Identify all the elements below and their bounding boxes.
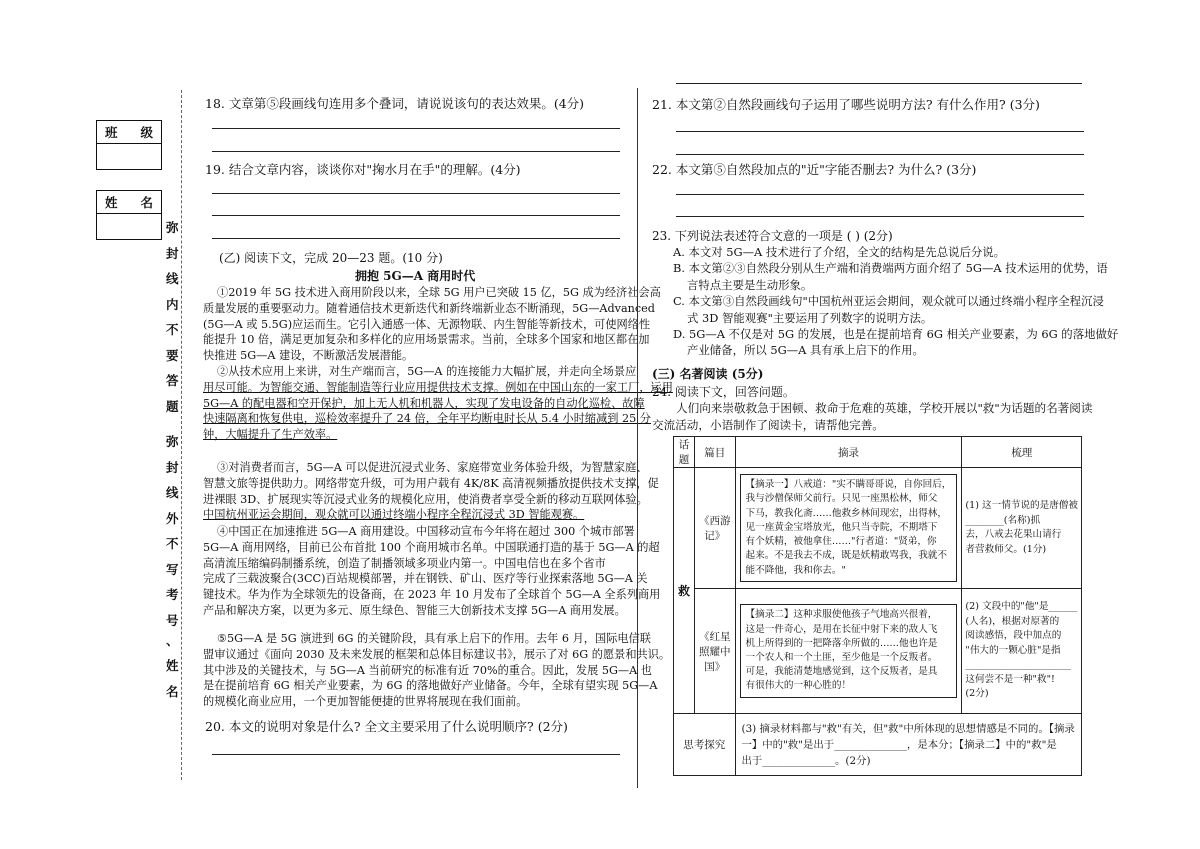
seal-outer-char-5: 不	[166, 536, 179, 551]
excerpt2-line-1: 【摘录二】这种求服使他孩子气地高兴很着，	[745, 609, 938, 621]
note2-line-2: (人名)，根据对原著的	[965, 615, 1060, 627]
topic-cell: 救	[674, 468, 695, 714]
note2-line-1: (2) 文段中的"他"是______	[965, 601, 1078, 613]
q23-option-C[interactable]: C. 本文第③自然段画线句"中国杭州亚运会期间，观众就可以通过终端小程序全程沉浸	[673, 294, 1104, 309]
class-label-char2: 级	[140, 125, 153, 140]
excerpt-one	[740, 474, 958, 581]
excerpt2-line-6: 有很伟大的一种心胜的！	[745, 680, 852, 692]
seal-outer-char-6: 写	[166, 561, 179, 577]
seal-outer-char-9: 、	[166, 632, 179, 648]
q18-answer-line-2[interactable]	[212, 151, 620, 152]
seal-inner-char-7: 答	[166, 373, 179, 388]
para4-line-3: 高清流压缩编码制播系统，创造了制播领域多项业内第一。中国电信也在多个省市	[203, 556, 606, 570]
seal-inner-char-1: 弥	[166, 220, 179, 235]
seal-outer-char-7: 考	[166, 587, 179, 602]
para2-line-5: 钟，大幅提升了生产效率。	[203, 428, 338, 442]
seal-outer-char-10: 姓	[166, 658, 179, 673]
note1-line-3: 去，八戒去花果山请行	[965, 529, 1062, 540]
seal-inner-char-8: 题	[166, 398, 179, 414]
excerpt-cell-1	[735, 468, 962, 589]
q24-intro-line-2: 交流活动，小语制作了阅读卡，请帮他完善。	[652, 417, 884, 432]
header-book: 篇目	[695, 437, 736, 468]
seal-outer-char-11: 名	[166, 683, 179, 699]
para5-line-2: 盟审议通过《面向 2030 及未来发展的框架和总体目标建议书》，展示了对 6G 的愿景和共识。	[203, 647, 671, 661]
name-label-char2: 名	[140, 195, 153, 210]
note2-line-5: ______________________	[965, 659, 1071, 671]
q23-option-B-cont: 言特点主要是生动形象。	[687, 277, 813, 292]
para1-line-2: 质量发展的重要驱动力。随着通信技术更新迭代和新终端新业态不断涌现，5G—Advanced	[203, 301, 655, 315]
seal-inner-char-2: 封	[166, 245, 179, 261]
para5-line-1: ⑤5G—A 是 5G 演进到 6G 的关键阶段，具有承上启下的作用。去年 6 月，国际电信联	[217, 632, 651, 645]
note2-line-8: (2分)	[965, 688, 989, 700]
q20-text: 20. 本文的说明对象是什么? 全文主要采用了什么说明顺序? (2分)	[205, 719, 568, 734]
q22-answer-line-1[interactable]	[676, 194, 1084, 195]
q21-answer-line-2[interactable]	[676, 154, 1084, 155]
name-label-char1: 姓	[105, 195, 118, 210]
think-label: 思考探究	[674, 714, 736, 776]
seal-inner-char-6: 要	[166, 347, 179, 363]
q18-answer-line-1[interactable]	[212, 128, 620, 129]
excerpt-two	[740, 604, 958, 697]
article-para-4	[203, 524, 660, 619]
note2-line-4: "伟大的一颗心脏"是指	[965, 644, 1061, 656]
q24-intro-line-1: 人们向来崇敬救急于困顿、救命于危难的英雄，学校开展以"救"为话题的名著阅读	[676, 401, 1093, 415]
excerpt1-line-3: 下马，教我化斋……他救乡林间现宏，出得林，	[745, 507, 947, 519]
seal-inner-char-5: 不	[166, 322, 179, 337]
para4-line-2: 5G—A 商用网络，目前已公布首批 100 个商用城市名单。中国联通打造的基于 5G—A 的超	[203, 540, 660, 554]
excerpt1-line-6: 起来。不是我去不成，既是妖精敢骂我，我就不	[745, 550, 947, 562]
q23-option-D[interactable]: D. 5G—A 不仅是对 5G 的发展，也是在提前培育 6G 相关产业要素，为 6G 的落地做好	[673, 327, 1119, 342]
header-topic: 话题	[674, 437, 695, 468]
para1-line-1: ①2019 年 5G 技术进入商用阶段以来，全球 5G 用户已突破 15 亿，5G 成为经济社会高	[217, 286, 661, 299]
note2-line-7: 这何尝不是一种"救"!	[965, 673, 1055, 685]
excerpt2-line-3: 机上所得到的一把降落伞所做的……他也许是	[745, 637, 938, 649]
seal-inner-char-3: 线	[166, 271, 179, 286]
para1-line-3: (5G—A 或 5.5G)应运而生。它引入通感一体、无源物联、内生智能等新技术，可使网络性	[203, 317, 651, 331]
note-cell-2[interactable]	[962, 589, 1082, 714]
q24-intro	[652, 400, 1092, 433]
reading-card-table	[673, 436, 1082, 776]
para4-line-4: 完成了三载波聚合(3CC)百站规模部署，并在钢铁、矿山、医疗等行业探索落地 5G—A 关	[203, 572, 648, 586]
para5-line-4: 是在提前培育 6G 相关产业要素，为 6G 的落地做好产业储备。今年，全球有望实现 5G—A	[203, 679, 658, 693]
excerpt2-line-5: 可是，我能清楚地感觉到，这个反叛者，是具	[745, 666, 938, 678]
class-box	[96, 120, 162, 170]
excerpt2-line-2: 这是一件奇心，是用在长征中射下来的敌人飞	[745, 623, 938, 635]
q20-answer-line[interactable]	[212, 754, 620, 755]
para2-line-4: 快速隔离和恢复供电，巡检效率提升了 24 倍，全年平均断电时长从 5.4 小时缩减到 25 分	[203, 412, 651, 426]
para3-line-1: ③对消费者而言，5G—A 可以促进沉浸式业务、家庭带宽业务体验升级，为智慧家庭、	[217, 461, 648, 474]
q23-options[interactable]	[673, 244, 1118, 359]
q21-answer-line-1[interactable]	[676, 131, 1084, 132]
section-san-heading: (三) 名著阅读 (5分)	[652, 367, 764, 381]
excerpt1-line-7: 能不降他，我和你去。"	[745, 564, 846, 576]
para4-line-6: 产品和解决方案，以更为多元、原生绿色、智能三大创新技术支撑 5G—A 商用发展。	[203, 603, 626, 617]
q19-answer-line-1[interactable]	[212, 193, 620, 194]
para2-line-3: 5G—A 的配电器和空开保护，加上无人机和机器人，实现了发电设备的自动化巡检、故障	[203, 396, 645, 410]
para3-line-3: 进裸眼 3D、扩展现实等沉浸式业务的规模化应用，使消费者享受全新的移动互联网体验。	[203, 492, 648, 506]
q23-option-A[interactable]: A. 本文对 5G—A 技术进行了介绍，全文的结构是先总说后分说。	[673, 245, 1006, 259]
seal-inner-char-4: 内	[166, 296, 179, 312]
book2-line-2: 中国》	[704, 645, 731, 673]
q18-text: 18. 文章第⑤段画线句连用多个叠词，请说说该句的表达效果。(4分)	[205, 96, 585, 111]
para5-line-3: 其中涉及的关键技术，与 5G—A 当前研究的标准有近 70%的重合。因此，发展 5G—A 也	[203, 663, 652, 677]
class-label-char1: 班	[105, 125, 118, 140]
excerpt1-line-4: 见一座黄金宝塔放光，他只当寺院，不期塔下	[745, 521, 938, 533]
q23-text: 23. 下列说法表述符合文意的一项是 ( ) (2分)	[652, 229, 893, 243]
q24-text: 24. 阅读下文，回答问题。	[652, 385, 795, 399]
para1-line-4: 能提升 10 倍，满足更加复杂和多样化的应用场景需求。当前，全球多个国家和地区都在加	[203, 333, 650, 347]
book-xiyouji: 《西游记》	[695, 468, 736, 589]
para2-line-2: 用尽可能。为智能交通、智能制造等行业应用提供技术支撑。例如在中国山东的一家工厂，运用	[203, 380, 673, 394]
excerpt1-line-5: 有个妖精，被他拿住……"行者道："贤弟，你	[745, 536, 937, 548]
article-para-1	[203, 285, 661, 364]
para3-line-2: 智慧文旅等提供助力。网络带宽升级，可为用户载有 4K/8K 高清视频播放提供技术支撑，促	[203, 476, 659, 490]
class-label	[97, 121, 161, 144]
page-divider	[637, 88, 638, 788]
para2-line-1: ②从技术应用上来讲，对生产端而言，5G—A 的连接能力大幅扩展，并走向全场景应	[217, 365, 637, 378]
para5-line-5: 的规模化商业应用，一个更加智能便捷的世界将展现在我们面前。	[203, 695, 528, 709]
article-para-2	[203, 364, 673, 443]
q21-text: 21. 本文第②自然段画线句子运用了哪些说明方法? 有什么作用? (3分)	[652, 97, 1040, 112]
section-yi-heading: (乙) 阅读下文，完成 20—23 题。(10 分)	[219, 251, 443, 265]
seal-outer-char-8: 号	[166, 612, 179, 628]
para4-line-5: 键技术。华为作为全球领先的设备商，在 2023 年 10 月发布了全球首个 5G—A 全系列商用	[203, 588, 661, 602]
para1-line-5: 快推进 5G—A 建设，不断激活发展潜能。	[203, 349, 414, 363]
q19-answer-line-2[interactable]	[212, 215, 620, 216]
excerpt-cell-2	[735, 589, 962, 714]
q19-text: 19. 结合文章内容，谈谈你对"掬水月在手"的理解。(4分)	[205, 162, 521, 177]
name-label	[97, 191, 161, 214]
book-red-star	[695, 589, 736, 714]
q22-answer-line-2[interactable]	[676, 216, 1084, 217]
excerpt2-line-4: 一个农人和一个土匪，至少他是一个反叛者。	[745, 652, 938, 663]
article-para-3	[203, 460, 659, 523]
note1-line-1: (1) 这一情节说的是唐僧被	[965, 500, 1078, 511]
para4-line-1: ④中国正在加速推进 5G—A 商用建设。中国移动宣布今年将在超过 300 个城市部署	[217, 525, 635, 538]
seal-outer-char-4: 外	[166, 510, 179, 526]
note1-line-2: ________(名称)抓	[965, 514, 1041, 526]
header-analysis: 梳理	[962, 437, 1082, 468]
article-para-5	[203, 631, 670, 710]
excerpt1-line-2: 我与沙僧保师父前行。只见一座黑松林，师父	[745, 493, 938, 505]
article-title: 拥抱 5G—A 商用时代	[355, 269, 476, 283]
header-excerpt: 摘录	[735, 437, 962, 468]
seal-outer-char-1: 弥	[166, 434, 179, 449]
name-box	[96, 190, 162, 240]
note2-line-3: 阅读感悟，段中加点的	[965, 630, 1062, 642]
think-text-cell[interactable]	[735, 714, 1081, 776]
think-line-2: 一】中的"救"是出于______________，是本分；【摘录二】中的"救"是	[741, 738, 1057, 751]
q23-option-C-cont: 式 3D 智能观赛"主要运用了列数字的说明方法。	[687, 310, 933, 325]
note1-line-4: 者营救师父。(1分)	[965, 543, 1047, 555]
seal-line	[181, 90, 182, 780]
think-line-3: 出于______________。(2分)	[741, 754, 871, 767]
think-line-1: (3) 摘录材料都与"救"有关，但"救"中所体现的思想情感是不同的。【摘录	[741, 722, 1075, 735]
q22-text: 22. 本文第⑤自然段加点的"近"字能否删去? 为什么? (3分)	[652, 162, 977, 177]
note-cell-1[interactable]	[962, 468, 1082, 589]
top-rule	[676, 83, 1082, 84]
q23-option-B[interactable]: B. 本文第②③自然段分别从生产端和消费端两方面介绍了 5G—A 技术运用的优势，语	[673, 261, 1108, 276]
seal-outer-char-3: 线	[166, 485, 179, 500]
excerpt1-line-1: 【摘录一】八戒道："实不瞒哥哥说，自你回后，	[745, 479, 952, 491]
q23-option-D-cont: 产业储备，所以 5G—A 具有承上启下的作用。	[687, 343, 924, 358]
seal-outer-char-2: 封	[166, 459, 179, 475]
q19-answer-line-3[interactable]	[212, 238, 620, 239]
book2-line-1: 《红星照耀	[699, 630, 731, 658]
para3-line-4: 中国杭州亚运会期间，观众就可以通过终端小程序全程沉浸式 3D 智能观赛。	[203, 508, 585, 522]
